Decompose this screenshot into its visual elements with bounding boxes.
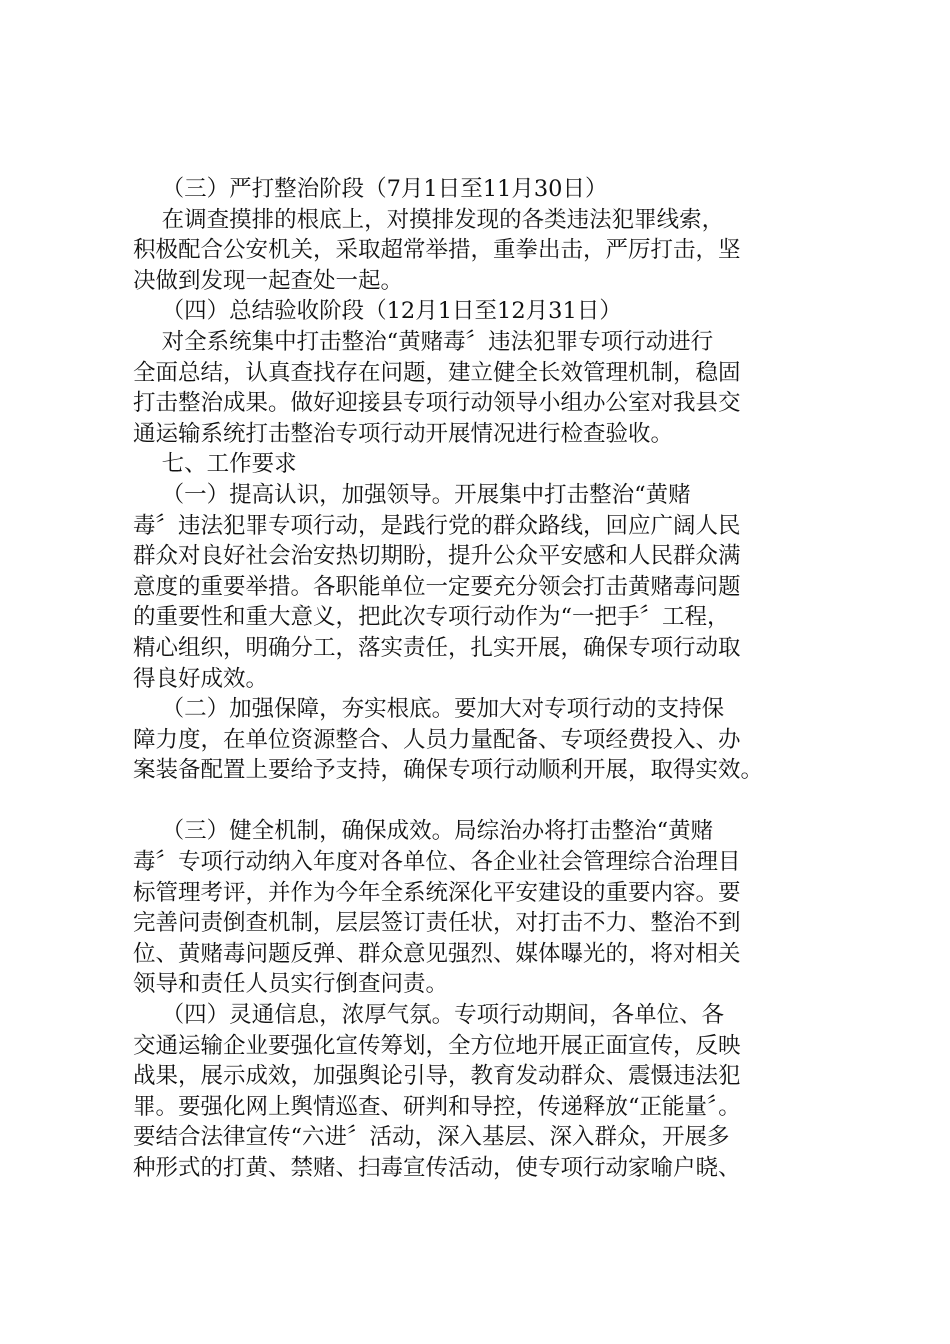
text-line: 完善问责倒查机制，层层签订责任状，对打击不力、整治不到 <box>133 910 741 937</box>
text-line: 毒〞违法犯罪专项行动，是践行党的群众路线，回应广阔人民 <box>133 512 741 539</box>
text-line: 七、工作要求 <box>133 451 297 478</box>
text-line: 案装备配置上要给予支持，确保专项行动顺利开展，取得实效。 <box>133 757 764 784</box>
text-line: 位、黄赌毒问题反弹、群众意见强烈、媒体曝光的，将对相关 <box>133 940 741 967</box>
text-line: 打击整治成果。做好迎接县专项行动领导小组办公室对我县交 <box>133 390 741 417</box>
text-line: 标管理考评，并作为今年全系统深化平安建设的重要内容。要 <box>133 879 741 906</box>
blank-line <box>133 786 823 817</box>
text-line: 全面总结，认真查找存在问题，建立健全长效管理机制，稳固 <box>133 359 741 386</box>
text-line: 交通运输企业要强化宣传筹划，全方位地开展正面宣传，反映 <box>133 1032 741 1059</box>
text-line: 罪。要强化网上舆情巡查、研判和导控，传递释放“正能量〞。 <box>133 1093 741 1120</box>
text-line: （四）灵通信息，浓厚气氛。专项行动期间，各单位、各 <box>133 1002 725 1029</box>
text-line: 意度的重要举措。各职能单位一定要充分领会打击黄赌毒问题 <box>133 573 741 600</box>
document-body <box>133 174 823 1184</box>
text-line: 领导和责任人员实行倒查问责。 <box>133 971 449 998</box>
text-line: （一）提高认识，加强领导。开展集中打击整治“黄赌 <box>133 481 691 508</box>
text-line: 精心组织，明确分工，落实责任，扎实开展，确保专项行动取 <box>133 634 741 661</box>
text-line: 在调查摸排的根底上，对摸排发现的各类违法犯罪线索， <box>133 206 725 233</box>
text-line: 对全系统集中打击整治“黄赌毒〞违法犯罪专项行动进行 <box>133 328 714 355</box>
text-line: 障力度，在单位资源整合、人员力量配备、专项经费投入、办 <box>133 726 741 753</box>
text-line: 决做到发现一起查处一起。 <box>133 267 404 294</box>
text-line: 得良好成效。 <box>133 665 269 692</box>
text-line: 战果，展示成效，加强舆论引导，教育发动群众、震慑违法犯 <box>133 1063 741 1090</box>
text-line: （三）健全机制，确保成效。局综治办将打击整治“黄赌 <box>133 818 714 845</box>
text-line: 群众对良好社会治安热切期盼，提升公众平安感和人民群众满 <box>133 543 741 570</box>
text-line: 毒〞专项行动纳入年度对各单位、各企业社会管理综合治理目 <box>133 849 741 876</box>
text-line: 通运输系统打击整治专项行动开展情况进行检查验收。 <box>133 420 674 447</box>
text-line: 要结合法律宣传“六进〞活动，深入基层、深入群众，开展多 <box>133 1124 730 1151</box>
text-line: 积极配合公安机关，采取超常举措，重拳出击，严厉打击，坚 <box>133 237 741 264</box>
text-line: 的重要性和重大意义，把此次专项行动作为“一把手〞工程， <box>133 604 730 631</box>
text-line: 种形式的打黄、禁赌、扫毒宣传活动，使专项行动家喻户晓、 <box>133 1155 741 1181</box>
text-line: （四）总结验收阶段（12月1日至12月31日） <box>133 298 622 325</box>
text-line: （三）严打整治阶段（7月1日至11月30日） <box>133 176 608 202</box>
text-line: （二）加强保障，夯实根底。要加大对专项行动的支持保 <box>133 696 725 723</box>
